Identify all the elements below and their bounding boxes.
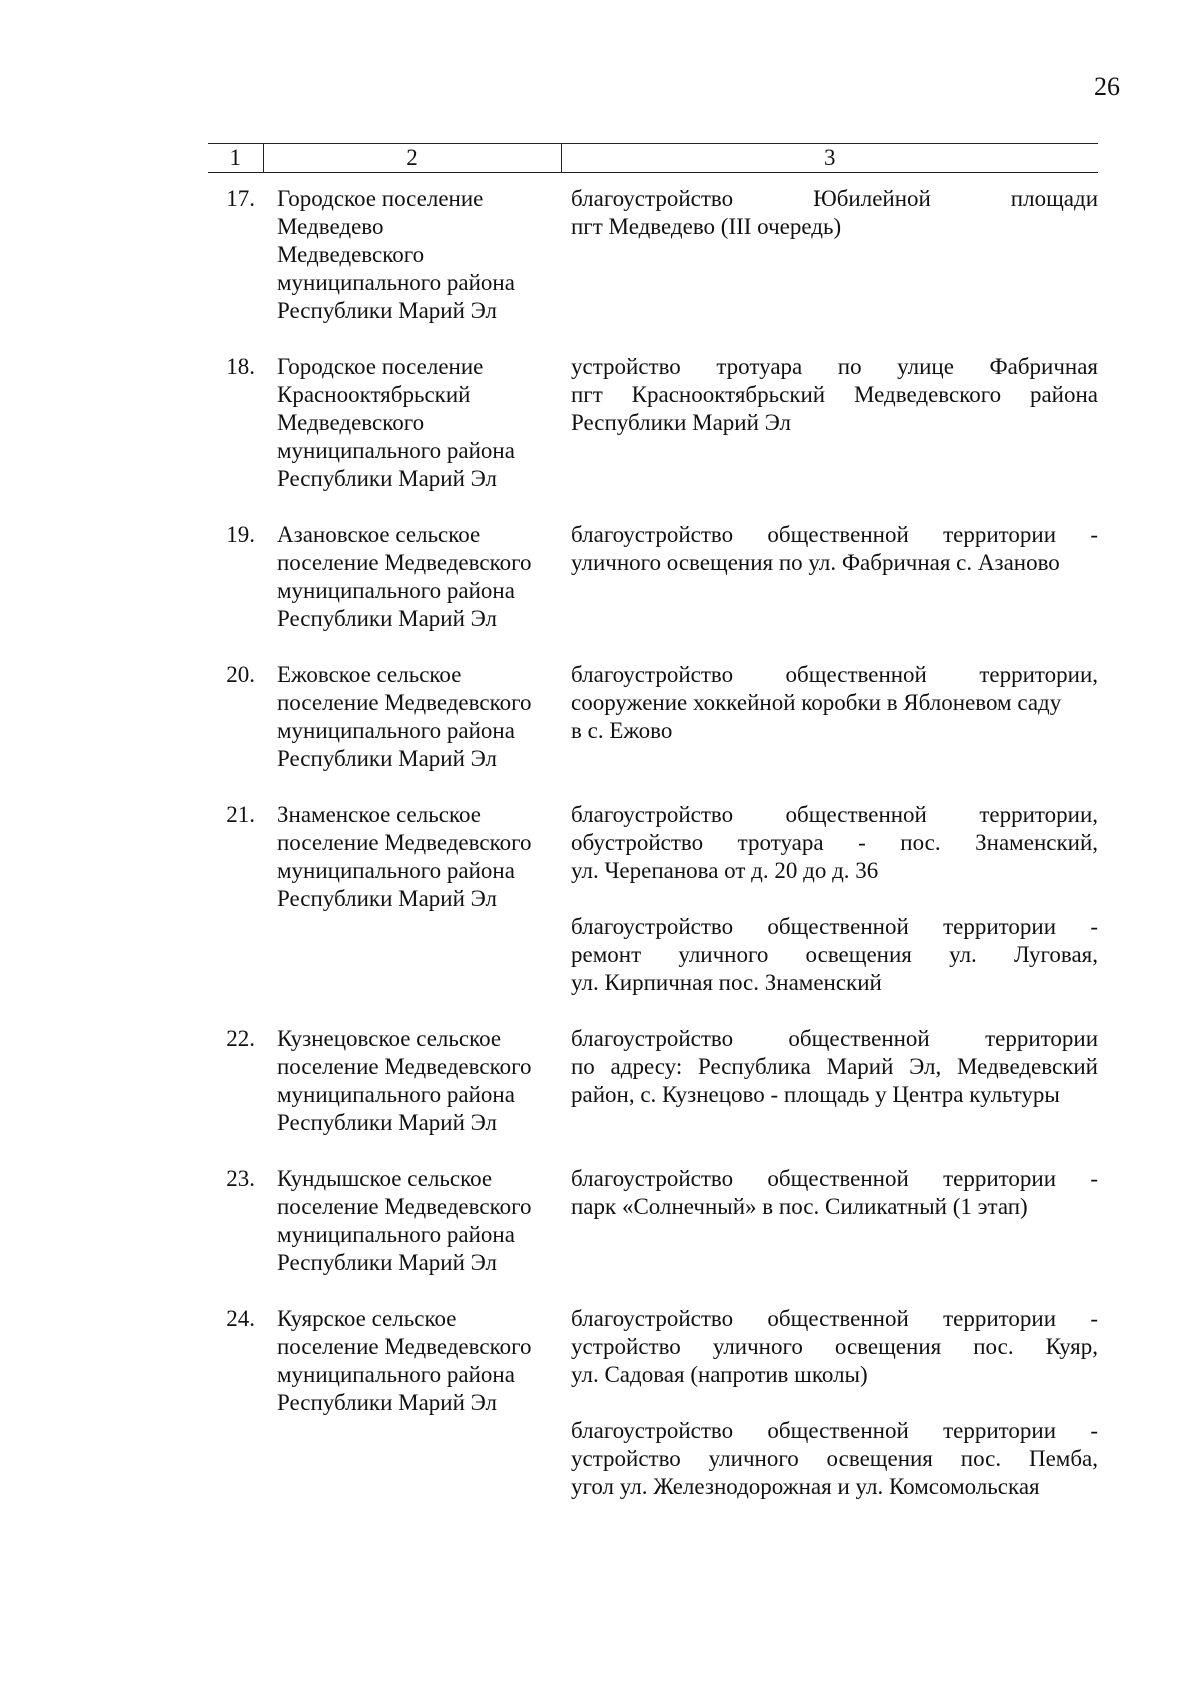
project-description-line: сооружение хоккейной коробки в Яблоневом саду: [571, 690, 1062, 715]
project-description-line: благоустройство общественной территории -: [571, 1306, 1098, 1331]
project-description-line: пгт Медведево (III очередь): [571, 214, 842, 239]
settlement-name-line: Знаменское сельское: [277, 802, 481, 827]
settlement-name-cell: [263, 173, 561, 354]
project-description-line: устройство уличного освещения пос. Пемба,: [571, 1446, 1098, 1471]
project-description-line: ул. Черепанова от д. 20 до д. 36: [571, 858, 879, 883]
project-description-line: обустройство тротуара - пос. Знаменский,: [571, 830, 1098, 855]
project-description-line: благоустройство общественной территории -: [571, 1166, 1098, 1191]
settlement-name-line: муниципального района: [277, 438, 515, 463]
project-item: [571, 801, 1098, 885]
project-description-line: ул. Кирпичная пос. Знаменский: [571, 970, 882, 995]
project-description-line: Республики Марий Эл: [571, 410, 792, 435]
project-item: [571, 1025, 1098, 1109]
settlement-name-line: поселение Медведевского: [277, 1194, 532, 1219]
project-description-cell: [561, 801, 1098, 1025]
settlement-name-line: поселение Медведевского: [277, 1054, 532, 1079]
settlement-name-line: Республики Марий Эл: [277, 746, 498, 771]
settlement-name-line: Городское поселение: [277, 186, 484, 211]
settlement-name-line: Медведевского: [277, 242, 425, 267]
settlement-name-cell: [263, 801, 561, 1025]
settlement-name-line: Республики Марий Эл: [277, 606, 498, 631]
settlement-name-line: Медведевского: [277, 410, 425, 435]
settlement-name-cell: [263, 1025, 561, 1165]
project-description-line: ул. Садовая (напротив школы): [571, 1362, 868, 1387]
table-header: [208, 144, 1098, 173]
project-item: [571, 661, 1098, 745]
header-col-3: 3: [561, 144, 1098, 173]
project-description-line: благоустройство общественной территории -: [571, 914, 1098, 939]
settlement-name-line: Кундышское сельское: [277, 1166, 493, 1191]
settlement-name-line: Ежовское сельское: [277, 662, 462, 687]
table-row: [208, 353, 1098, 521]
project-description-cell: [561, 661, 1098, 801]
settlement-name-line: Медведево: [277, 214, 384, 239]
project-description-line: благоустройство общественной территории -: [571, 1418, 1098, 1443]
row-number: 18.: [226, 354, 255, 379]
settlement-name-line: Краснооктябрьский: [277, 382, 471, 407]
settlement-name-line: Республики Марий Эл: [277, 886, 498, 911]
project-description-line: благоустройство общественной территории -: [571, 522, 1098, 547]
project-description-cell: [561, 353, 1098, 521]
settlement-name-line: Куярское сельское: [277, 1306, 457, 1331]
project-description-line: парк «Солнечный» в пос. Силикатный (1 этап): [571, 1194, 1028, 1219]
row-number: 19.: [226, 522, 255, 547]
settlement-name-line: Кузнецовское сельское: [277, 1026, 502, 1051]
project-description-line: ремонт уличного освещения ул. Луговая,: [571, 942, 1098, 967]
table-row: [208, 801, 1098, 1025]
project-description-line: устройство тротуара по улице Фабричная: [571, 354, 1098, 379]
row-number: 22.: [226, 1026, 255, 1051]
project-item: [571, 913, 1098, 997]
table-row: [208, 1025, 1098, 1165]
settlement-name-line: муниципального района: [277, 1222, 515, 1247]
row-number: 23.: [226, 1166, 255, 1191]
project-item: [571, 353, 1098, 437]
settlement-name-cell: [263, 1305, 561, 1529]
project-description-line: уличного освещения по ул. Фабричная с. Азаново: [571, 550, 1060, 575]
project-item: [571, 185, 1098, 241]
row-number: 24.: [226, 1306, 255, 1331]
project-description-line: благоустройство общественной территории,: [571, 662, 1098, 687]
project-description-cell: [561, 1025, 1098, 1165]
project-item: [571, 1417, 1098, 1501]
project-description-line: угол ул. Железнодорожная и ул. Комсомольская: [571, 1474, 1040, 1499]
project-description-line: в с. Ежово: [571, 718, 673, 743]
row-number: 17.: [226, 186, 255, 211]
settlement-name-line: муниципального района: [277, 1362, 515, 1387]
row-number: 20.: [226, 662, 255, 687]
project-item: [571, 1165, 1098, 1221]
settlement-name-line: Республики Марий Эл: [277, 466, 498, 491]
header-col-1: 1: [208, 144, 263, 173]
project-description-line: по адресу: Республика Марий Эл, Медведевский: [571, 1054, 1098, 1079]
settlement-name-line: Городское поселение: [277, 354, 484, 379]
project-item: [571, 1305, 1098, 1389]
project-description-line: благоустройство общественной территории,: [571, 802, 1098, 827]
table-row: [208, 1165, 1098, 1305]
project-description-cell: [561, 521, 1098, 661]
settlement-name-cell: [263, 353, 561, 521]
settlement-name-line: Республики Марий Эл: [277, 1110, 498, 1135]
row-number: 21.: [226, 802, 255, 827]
project-description-cell: [561, 1305, 1098, 1529]
settlement-name-line: Республики Марий Эл: [277, 1390, 498, 1415]
settlement-name-line: Азановское сельское: [277, 522, 481, 547]
settlement-name-line: муниципального района: [277, 578, 515, 603]
settlement-name-line: поселение Медведевского: [277, 1334, 532, 1359]
settlement-name-line: муниципального района: [277, 270, 515, 295]
settlement-name-line: Республики Марий Эл: [277, 298, 498, 323]
table-row: [208, 661, 1098, 801]
project-description-line: пгт Краснооктябрьский Медведевского района: [571, 382, 1098, 407]
settlement-name-line: Республики Марий Эл: [277, 1250, 498, 1275]
municipal-projects-table: [208, 143, 1098, 1529]
settlement-name-line: муниципального района: [277, 858, 515, 883]
table-row: [208, 1305, 1098, 1529]
settlement-name-line: поселение Медведевского: [277, 830, 532, 855]
table-body: [208, 173, 1098, 1530]
page-number: 26: [1094, 72, 1120, 101]
project-description-line: благоустройство общественной территории: [571, 1026, 1098, 1051]
project-description-cell: [561, 173, 1098, 354]
settlement-name-cell: [263, 1165, 561, 1305]
settlement-name-line: муниципального района: [277, 718, 515, 743]
settlement-name-cell: [263, 661, 561, 801]
project-item: [571, 521, 1098, 577]
project-description-line: устройство уличного освещения пос. Куяр,: [571, 1334, 1098, 1359]
header-col-2: 2: [263, 144, 561, 173]
settlement-name-line: поселение Медведевского: [277, 690, 532, 715]
table-row: [208, 173, 1098, 354]
project-description-line: район, с. Кузнецово - площадь у Центра культуры: [571, 1082, 1060, 1107]
project-description-cell: [561, 1165, 1098, 1305]
settlement-name-cell: [263, 521, 561, 661]
settlement-name-line: муниципального района: [277, 1082, 515, 1107]
project-description-line: благоустройство Юбилейной площади: [571, 186, 1098, 211]
table-row: [208, 521, 1098, 661]
settlement-name-line: поселение Медведевского: [277, 550, 532, 575]
